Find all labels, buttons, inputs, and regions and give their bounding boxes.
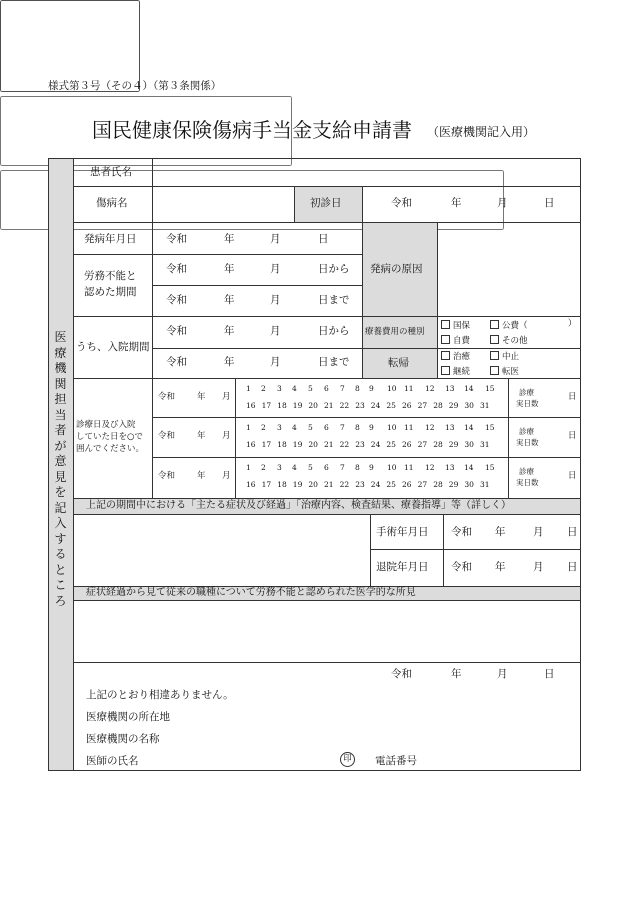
day-number[interactable]: 13: [445, 463, 455, 472]
day-number[interactable]: 20: [308, 440, 318, 449]
checkbox-icon: [490, 320, 499, 329]
day-number[interactable]: 8: [355, 463, 360, 472]
treatment-count-label: 診療: [519, 388, 534, 397]
hosp-to-year: 年: [224, 356, 235, 368]
day-number[interactable]: 11: [404, 384, 414, 393]
day-number[interactable]: 21: [324, 440, 334, 449]
day-number[interactable]: 24: [370, 401, 381, 410]
certify-text: 上記のとおり相違ありません。: [86, 689, 234, 701]
day-number[interactable]: 25: [386, 440, 396, 449]
incapacity-label-1: 労務不能と: [84, 270, 137, 282]
period-section-label: 上記の期間中における「主たる症状及び経過」「治療内容、検査結果、療養指導」等（詳しく）: [86, 500, 511, 511]
day-number[interactable]: 24: [370, 440, 381, 449]
surgery-date-label: 手術年月日: [376, 526, 429, 538]
hosp-to-era[interactable]: 令和: [166, 356, 187, 368]
day-number[interactable]: 29: [448, 440, 459, 449]
incapacity-from-year: 年: [224, 263, 235, 275]
sign-date-day: 日: [544, 668, 555, 680]
seal-icon: 印: [340, 752, 355, 767]
checkbox-icon: [490, 366, 499, 375]
onset-year: 年: [224, 233, 235, 245]
day-number[interactable]: 2: [261, 423, 266, 432]
day-number[interactable]: 12: [425, 384, 435, 393]
day-number[interactable]: 19: [292, 480, 303, 489]
month-row-era[interactable]: 令和: [158, 392, 176, 402]
incapacity-from-month: 月: [270, 263, 281, 275]
first-visit-era[interactable]: 令和: [391, 197, 412, 209]
doctor-name-input[interactable]: [160, 750, 334, 770]
day-number[interactable]: 27: [417, 401, 428, 410]
treatment-days-label-1: 診療日及び入院: [76, 420, 136, 430]
first-visit-month: 月: [497, 197, 508, 209]
cause-input[interactable]: [0, 0, 140, 92]
checkbox-icon: [490, 351, 499, 360]
day-number[interactable]: 6: [324, 384, 329, 393]
treatment-count-label: 実日数: [516, 478, 539, 487]
day-number[interactable]: 10: [387, 384, 397, 393]
checkbox-icon: [441, 351, 450, 360]
day-number[interactable]: 3: [277, 423, 282, 432]
day-number[interactable]: 16: [246, 401, 256, 410]
day-number[interactable]: 12: [425, 423, 435, 432]
day-number[interactable]: 15: [485, 463, 495, 472]
treatment-count-label: 診療: [519, 427, 534, 436]
day-number[interactable]: 31: [480, 401, 490, 410]
payment-option-kokuho[interactable]: 国保: [441, 320, 470, 331]
day-number[interactable]: 17: [261, 401, 272, 410]
day-number[interactable]: 16: [246, 440, 256, 449]
surgery-day: 日: [567, 526, 578, 538]
day-number[interactable]: 8: [355, 423, 360, 432]
day-number[interactable]: 6: [324, 463, 329, 472]
sign-date-year: 年: [451, 668, 462, 680]
day-number[interactable]: 26: [402, 440, 412, 449]
day-number[interactable]: 5: [308, 384, 313, 393]
day-number[interactable]: 14: [464, 423, 474, 432]
day-number[interactable]: 28: [433, 440, 443, 449]
day-number[interactable]: 18: [277, 440, 287, 449]
day-number[interactable]: 23: [355, 480, 365, 489]
hospital-name-input[interactable]: [190, 728, 574, 748]
day-number[interactable]: 29: [448, 401, 459, 410]
discharge-day: 日: [567, 561, 578, 573]
incapacity-to-day: 日まで: [318, 294, 350, 306]
day-number[interactable]: 19: [292, 440, 303, 449]
day-number[interactable]: 25: [386, 401, 396, 410]
discharge-month: 月: [533, 561, 544, 573]
month-row-month: 月: [222, 471, 231, 481]
day-number[interactable]: 30: [464, 440, 474, 449]
sign-date-month: 月: [497, 668, 508, 680]
day-number[interactable]: 21: [324, 480, 334, 489]
day-number[interactable]: 29: [448, 480, 459, 489]
patient-name-label: 患者氏名: [90, 166, 132, 178]
outcome-label: 転帰: [388, 357, 409, 369]
payment-option-jihi[interactable]: 自費: [441, 335, 470, 346]
onset-label: 発病年月日: [84, 233, 137, 245]
day-number[interactable]: 7: [340, 384, 345, 393]
day-number[interactable]: 20: [308, 401, 318, 410]
day-number[interactable]: 22: [339, 401, 350, 410]
first-visit-year: 年: [451, 197, 462, 209]
day-number[interactable]: 16: [246, 480, 256, 489]
treatment-count-label: 実日数: [516, 438, 539, 447]
onset-era[interactable]: 令和: [166, 233, 187, 245]
day-number[interactable]: 7: [340, 463, 345, 472]
day-number[interactable]: 20: [308, 480, 318, 489]
month-row-era[interactable]: 令和: [158, 471, 176, 481]
day-number[interactable]: 25: [386, 480, 396, 489]
day-number[interactable]: 21: [324, 401, 334, 410]
day-number[interactable]: 13: [445, 384, 455, 393]
day-number[interactable]: 27: [417, 480, 428, 489]
day-number[interactable]: 2: [261, 384, 266, 393]
day-number[interactable]: 9: [369, 463, 374, 472]
sign-date-era[interactable]: 令和: [391, 668, 412, 680]
incapacity-from-era[interactable]: 令和: [166, 263, 187, 275]
incapacity-to-month: 月: [270, 294, 281, 306]
payment-option-kohi-close: ）: [568, 319, 577, 329]
day-number[interactable]: 18: [277, 401, 287, 410]
day-number[interactable]: 10: [387, 463, 397, 472]
day-number[interactable]: 2: [261, 463, 266, 472]
disease-name-input[interactable]: [158, 192, 292, 218]
hosp-from-day: 日から: [318, 325, 350, 337]
onset-month: 月: [270, 233, 281, 245]
day-number[interactable]: 24: [370, 480, 381, 489]
outcome-option-cured[interactable]: 治癒: [441, 351, 470, 362]
day-number[interactable]: 22: [339, 480, 350, 489]
month-row-month: 月: [222, 431, 231, 441]
day-number[interactable]: 26: [402, 480, 412, 489]
doctor-name-label: 医師の氏名: [86, 755, 139, 767]
day-number[interactable]: 1: [246, 463, 251, 472]
day-number[interactable]: 15: [485, 384, 495, 393]
day-number[interactable]: 18: [277, 480, 287, 489]
first-visit-label: 初診日: [310, 197, 342, 209]
day-number[interactable]: 8: [355, 384, 360, 393]
day-number[interactable]: 23: [355, 401, 365, 410]
day-number[interactable]: 31: [480, 480, 490, 489]
day-number[interactable]: 13: [445, 423, 455, 432]
surgery-month: 月: [533, 526, 544, 538]
checkbox-icon: [490, 335, 499, 344]
day-number[interactable]: 26: [402, 401, 412, 410]
treatment-count-unit: 日: [568, 392, 577, 402]
patient-name-input[interactable]: [158, 162, 577, 184]
day-number[interactable]: 30: [464, 401, 474, 410]
hosp-from-month: 月: [270, 325, 281, 337]
phone-input[interactable]: [430, 750, 578, 770]
month-row-year: 年: [197, 392, 206, 402]
hosp-from-era[interactable]: 令和: [166, 325, 187, 337]
day-number[interactable]: 17: [261, 440, 272, 449]
opinion-section-label: 症状経過から見て従来の職種について労務不能と認められた医学的な所見: [86, 587, 416, 598]
day-number[interactable]: 7: [340, 423, 345, 432]
day-number[interactable]: 9: [369, 423, 374, 432]
incapacity-to-era[interactable]: 令和: [166, 294, 187, 306]
disease-name-label: 傷病名: [96, 197, 128, 209]
day-number[interactable]: 14: [464, 384, 474, 393]
discharge-era[interactable]: 令和: [451, 561, 472, 573]
day-number[interactable]: 4: [292, 463, 297, 472]
surgery-era[interactable]: 令和: [451, 526, 472, 538]
treatment-days-label-3: 囲んでください。: [76, 444, 145, 454]
month-row-era[interactable]: 令和: [158, 431, 176, 441]
hosp-to-day: 日まで: [318, 356, 350, 368]
hosp-to-month: 月: [270, 356, 281, 368]
day-number[interactable]: 5: [308, 463, 313, 472]
treatment-count-label: 診療: [519, 467, 534, 476]
day-number[interactable]: 1: [246, 423, 251, 432]
payment-option-other[interactable]: その他: [490, 335, 528, 346]
month-row-month: 月: [222, 392, 231, 402]
day-number[interactable]: 3: [277, 384, 282, 393]
day-number[interactable]: 3: [277, 463, 282, 472]
hospital-address-label: 医療機関の所在地: [86, 711, 170, 723]
day-number[interactable]: 12: [425, 463, 435, 472]
hospital-address-input[interactable]: [190, 706, 574, 726]
day-number[interactable]: 28: [433, 401, 443, 410]
onset-day: 日: [318, 233, 329, 245]
cause-label: 発病の原因: [370, 263, 423, 275]
day-number[interactable]: 11: [404, 423, 414, 432]
outcome-option-stopped[interactable]: 中止: [490, 351, 519, 362]
day-number[interactable]: 4: [292, 384, 297, 393]
discharge-date-label: 退院年月日: [376, 561, 429, 573]
incapacity-from-day: 日から: [318, 263, 350, 275]
day-number[interactable]: 31: [480, 440, 490, 449]
surgery-year: 年: [495, 526, 506, 538]
day-number[interactable]: 5: [308, 423, 313, 432]
payment-option-kohi[interactable]: 公費（: [490, 320, 528, 331]
treatment-days-label-2: していた日を○で: [76, 432, 143, 442]
incapacity-label-2: 認めた期間: [84, 286, 137, 298]
discharge-year: 年: [495, 561, 506, 573]
day-number[interactable]: 14: [464, 463, 474, 472]
day-number[interactable]: 4: [292, 423, 297, 432]
day-number[interactable]: 17: [261, 480, 272, 489]
day-number[interactable]: 28: [433, 480, 443, 489]
treatment-count-unit: 日: [568, 471, 577, 481]
day-number[interactable]: 22: [339, 440, 350, 449]
hospitalization-label: うち、入院期間: [76, 341, 150, 353]
day-number[interactable]: 23: [355, 440, 365, 449]
month-row-year: 年: [197, 471, 206, 481]
form-code: 様式第３号（その４）（第３条関係）: [48, 80, 222, 92]
day-number[interactable]: 6: [324, 423, 329, 432]
treatment-count-unit: 日: [568, 431, 577, 441]
checkbox-icon: [441, 335, 450, 344]
outcome-option-continued[interactable]: 継続: [441, 366, 470, 377]
day-number[interactable]: 11: [404, 463, 414, 472]
form-subtitle: （医療機関記入用）: [427, 125, 536, 139]
sidebar-label: 医療機関担当者が意見を記入するところ: [54, 330, 67, 608]
hosp-from-year: 年: [224, 325, 235, 337]
day-number[interactable]: 19: [292, 401, 303, 410]
incapacity-to-year: 年: [224, 294, 235, 306]
day-number[interactable]: 30: [464, 480, 474, 489]
form-title: 国民健康保険傷病手当金支給申請書: [92, 118, 412, 142]
first-visit-day: 日: [544, 197, 555, 209]
day-number[interactable]: 27: [417, 440, 428, 449]
payment-type-label: 療養費用の種別: [365, 327, 425, 337]
day-number[interactable]: 9: [369, 384, 374, 393]
outcome-option-transfer[interactable]: 転医: [490, 366, 519, 377]
day-number[interactable]: 15: [485, 423, 495, 432]
month-row-year: 年: [197, 431, 206, 441]
treatment-count-label: 実日数: [516, 399, 539, 408]
day-number[interactable]: 10: [387, 423, 397, 432]
checkbox-icon: [441, 366, 450, 375]
checkbox-icon: [441, 320, 450, 329]
day-number[interactable]: 1: [246, 384, 251, 393]
hospital-name-label: 医療機関の名称: [86, 733, 160, 745]
phone-label: 電話番号: [375, 755, 417, 767]
